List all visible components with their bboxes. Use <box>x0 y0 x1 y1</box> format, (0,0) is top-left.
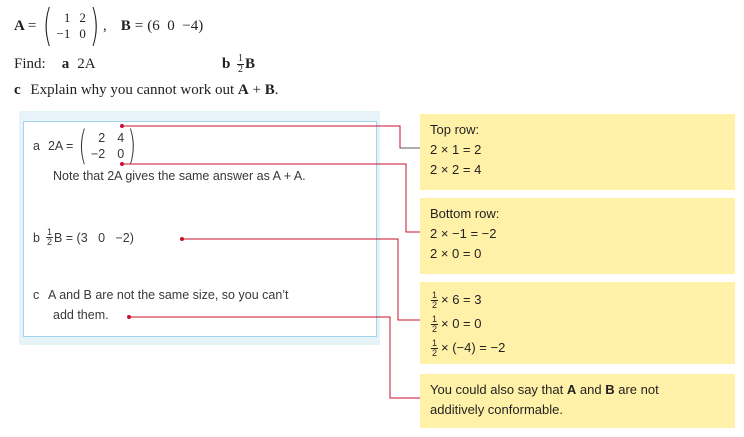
matrix-b-label: B <box>120 17 131 34</box>
solution-c-letter: c <box>33 288 40 302</box>
part-a-letter: a <box>61 56 70 72</box>
leader-dot <box>127 315 131 319</box>
matrix-a-label: A <box>14 17 25 34</box>
part-b-letter: b <box>222 56 231 72</box>
matrix-a-cell: −1 <box>56 26 71 41</box>
solution-c-line2: add them. <box>53 308 109 322</box>
part-c-line: c Explain why you cannot work out A + B. <box>14 82 279 98</box>
solution-c-line1: c A and B are not the same size, so you can’t <box>33 288 289 302</box>
solution-a-letter: a <box>33 139 40 153</box>
matrix-a: ( 1 2 −1 0 ) <box>43 0 100 51</box>
part-b-expr: $\frac{1}{2}$ B <box>238 53 256 75</box>
solution-a-cell: −2 <box>90 147 106 161</box>
solution-b-letter: b <box>33 230 40 245</box>
note-conformable: You could also say that A and B are not additively conformable. <box>420 374 735 428</box>
matrix-b: (6 0 −4) <box>147 17 204 34</box>
solution-a-cell: 0 <box>117 147 125 161</box>
leader-dot <box>120 124 124 128</box>
note-bottom-row: Bottom row: 2 × −1 = −2 2 × 0 = 0 <box>420 198 735 274</box>
matrix-a-cell: 0 <box>79 26 86 41</box>
note-top-row: Top row: 2 × 1 = 2 2 × 2 = 4 <box>420 114 735 190</box>
solution-b-expr: B = (3 0 −2) <box>53 230 134 245</box>
leader-dot <box>120 162 124 166</box>
leader-half <box>182 239 420 320</box>
question-matrices: A = ( 1 2 −1 0 ) , B = (6 0 −4) <box>14 0 204 51</box>
leader-top-row <box>122 126 420 148</box>
solution-a-note: Note that 2A gives the same answer as A + A. <box>53 169 306 183</box>
solution-a-cell: 2 <box>98 131 106 145</box>
leader-dot <box>180 237 184 241</box>
note-half: $\frac{1}{2}$ × 6 = 3 $\frac{1}{2}$ × 0 = 0 $\frac{1}{2}$ × (−4) = −2 <box>420 282 735 364</box>
part-a-expr: 2A <box>77 56 96 72</box>
leader-bottom-row <box>122 164 420 232</box>
solution-b: b $\frac{1}{2}$ B = (3 0 −2) <box>33 227 134 247</box>
find-label: Find: <box>14 56 46 72</box>
matrix-a-cell: 1 <box>63 10 71 25</box>
solution-a-cell: 4 <box>117 131 125 145</box>
matrix-a-cell: 2 <box>79 10 86 25</box>
part-c-letter: c <box>14 82 21 98</box>
solution-a-matrix: ( 2 4 −2 0 ) <box>78 123 137 169</box>
solution-a-lhs: 2A = <box>47 139 74 153</box>
leader-conformable <box>129 317 420 398</box>
